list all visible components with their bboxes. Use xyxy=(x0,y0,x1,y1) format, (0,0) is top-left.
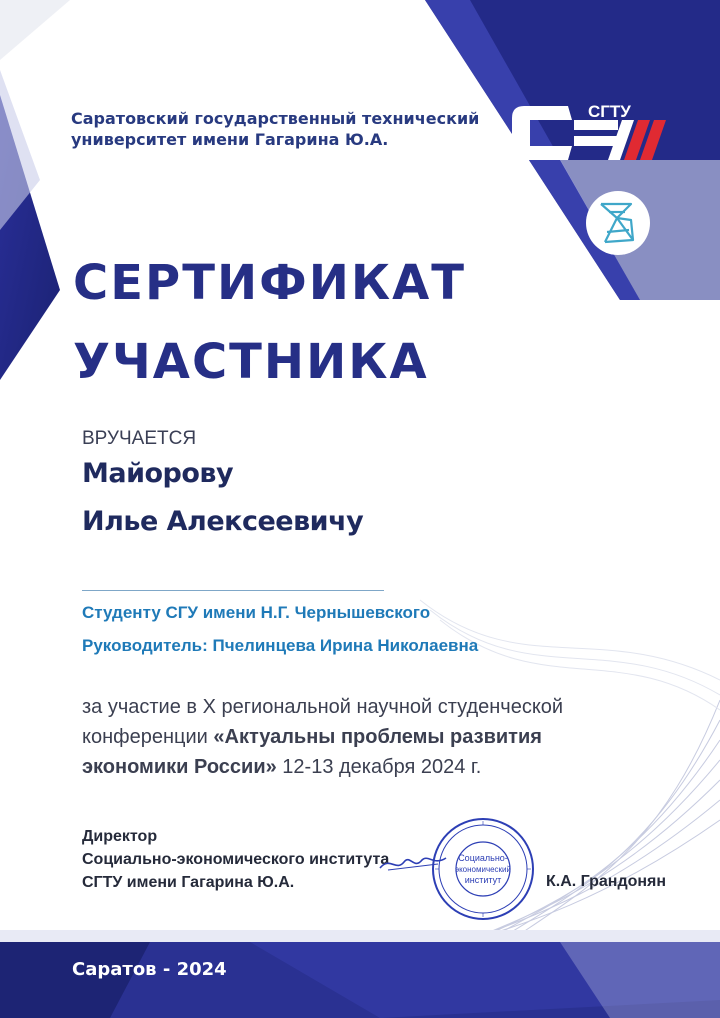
signer-name: К.А. Грандонян xyxy=(546,873,667,890)
director-title-line3: СГТУ имени Гагарина Ю.А. xyxy=(82,874,295,891)
director-title-line1: Директор xyxy=(82,828,158,845)
conference-badge-icon xyxy=(585,190,651,256)
supervisor-line: Руководитель: Пчелинцева Ирина Николаевна xyxy=(82,636,479,655)
certificate-title-line1: СЕРТИФИКАТ xyxy=(73,255,467,311)
university-name-line2: университет имени Гагарина Ю.А. xyxy=(71,130,389,149)
stamp-text-line1: Социально- xyxy=(458,853,508,863)
stamp-text-line2: экономический xyxy=(454,865,512,874)
sgtu-logo-text: СГТУ xyxy=(588,102,631,121)
conference-name: «Актуальны проблемы развития экономики России» xyxy=(82,726,542,778)
participation-description xyxy=(82,692,622,782)
divider-line xyxy=(82,590,384,591)
description-part1: за участие в X региональной научной студенческой конференции xyxy=(82,696,564,748)
university-name xyxy=(71,108,479,150)
university-name-line1: Саратовский государственный технический xyxy=(71,109,480,128)
student-affiliation: Студенту СГУ имени Н.Г. Чернышевского xyxy=(82,603,431,622)
awarded-label: ВРУЧАЕТСЯ xyxy=(82,428,197,449)
director-title xyxy=(82,825,389,894)
official-stamp-icon xyxy=(430,816,536,922)
sgtu-logo-icon xyxy=(510,100,680,166)
stamp-text-line3: институт xyxy=(464,875,502,885)
recipient-name-line2: Илье Алексеевичу xyxy=(82,506,364,537)
description-dates: 12-13 декабря 2024 г. xyxy=(276,756,482,778)
director-title-line2: Социально-экономического института xyxy=(82,851,390,868)
recipient-name-line1: Майорову xyxy=(82,458,234,489)
footer-city-year: Саратов - 2024 xyxy=(72,959,227,980)
certificate-title-line2: УЧАСТНИКА xyxy=(73,334,429,390)
